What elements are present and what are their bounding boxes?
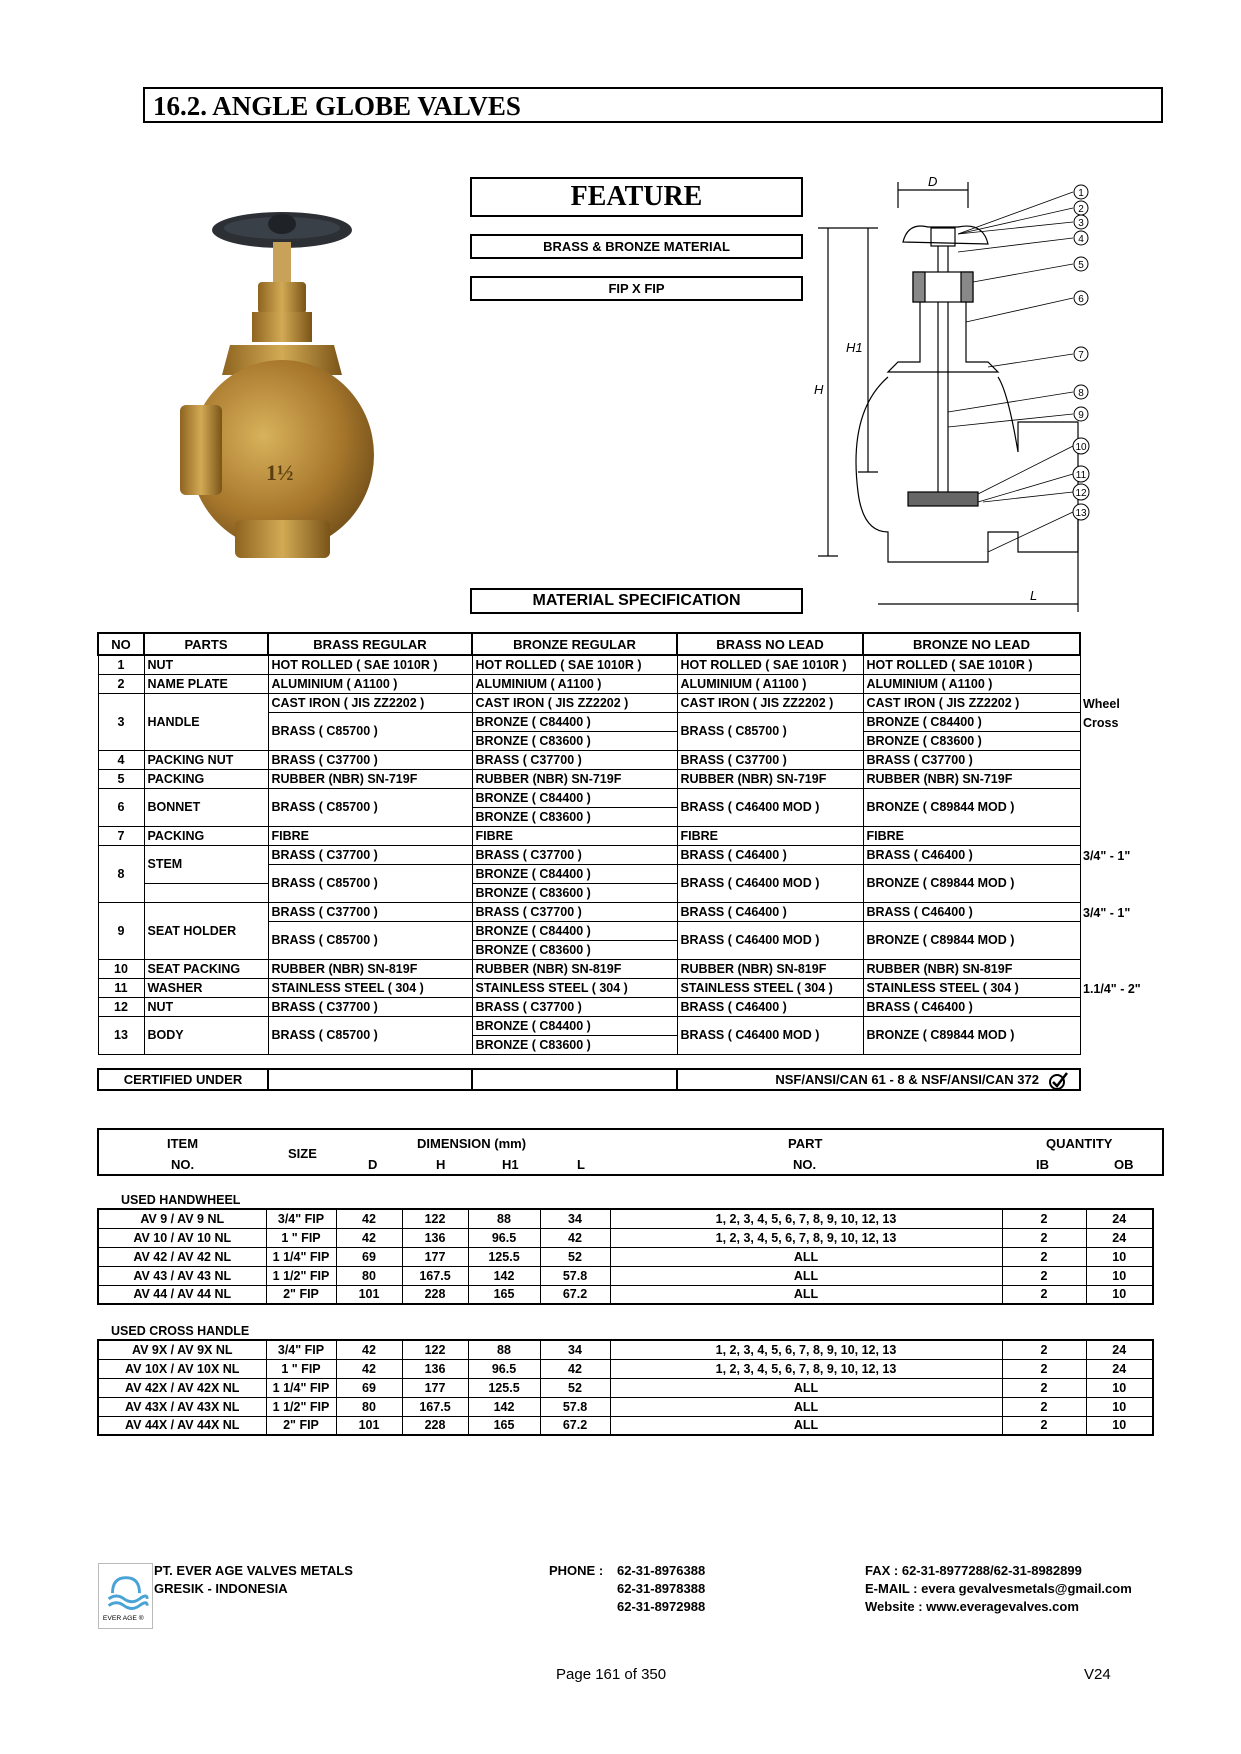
table-cell: AV 10X / AV 10X NL bbox=[98, 1359, 266, 1378]
table-cell: 1, 2, 3, 4, 5, 6, 7, 8, 9, 10, 12, 13 bbox=[610, 1340, 1002, 1359]
table-cell: 2 bbox=[1002, 1266, 1086, 1285]
table-cell: 165 bbox=[468, 1416, 540, 1435]
table-cell: 177 bbox=[402, 1247, 468, 1266]
table-row: 13 BODY BRASS ( C85700 ) BRONZE ( C84400 ) BRASS ( C46400 MOD ) BRONZE ( C89844 MOD ) bbox=[98, 1016, 1080, 1035]
handwheel-section-label: USED HANDWHEEL bbox=[121, 1193, 241, 1207]
table-cell: 125.5 bbox=[468, 1247, 540, 1266]
table-cell: 67.2 bbox=[540, 1416, 610, 1435]
table-cell: 1, 2, 3, 4, 5, 6, 7, 8, 9, 10, 12, 13 bbox=[610, 1359, 1002, 1378]
table-cell: 57.8 bbox=[540, 1266, 610, 1285]
table-cell: 34 bbox=[540, 1209, 610, 1228]
website[interactable]: Website : www.everagevalves.com bbox=[865, 1599, 1079, 1614]
table-cell: 42 bbox=[540, 1228, 610, 1247]
table-cell: ALL bbox=[610, 1285, 1002, 1304]
table-cell: AV 42 / AV 42 NL bbox=[98, 1247, 266, 1266]
callout-13: 13 bbox=[1075, 508, 1087, 519]
table-cell: 52 bbox=[540, 1378, 610, 1397]
table-cell: 1 " FIP bbox=[266, 1228, 336, 1247]
table-cell: 2 bbox=[1002, 1397, 1086, 1416]
table-cell: 2 bbox=[1002, 1247, 1086, 1266]
callout-7: 7 bbox=[1078, 350, 1084, 361]
version: V24 bbox=[1084, 1666, 1111, 1683]
table-cell: 2" FIP bbox=[266, 1285, 336, 1304]
check-icon bbox=[1047, 1071, 1069, 1091]
callout-1: 1 bbox=[1078, 188, 1084, 199]
table-cell: 167.5 bbox=[402, 1266, 468, 1285]
certified-value: NSF/ANSI/CAN 61 - 8 & NSF/ANSI/CAN 372 bbox=[775, 1072, 1039, 1087]
phone-1: 62-31-8976388 bbox=[617, 1563, 706, 1578]
feature-item-connection: FIP X FIP bbox=[470, 276, 803, 301]
phone-2: 62-31-8978388 bbox=[617, 1581, 706, 1596]
table-cell: 2 bbox=[1002, 1359, 1086, 1378]
table-cell: 10 bbox=[1086, 1247, 1153, 1266]
table-cell: 1, 2, 3, 4, 5, 6, 7, 8, 9, 10, 12, 13 bbox=[610, 1228, 1002, 1247]
company-location: GRESIK - INDONESIA bbox=[154, 1581, 288, 1596]
table-cell: 1 " FIP bbox=[266, 1359, 336, 1378]
table-cell: 24 bbox=[1086, 1359, 1153, 1378]
table-row: BRASS ( C85700 ) BRONZE ( C84400 ) BRASS ( C46400 MOD ) BRONZE ( C89844 MOD ) bbox=[98, 864, 1080, 883]
table-cell: 67.2 bbox=[540, 1285, 610, 1304]
handwheel-dimension-table bbox=[97, 1208, 1154, 1305]
table-row: BRONZE ( C83600 ) bbox=[98, 883, 1080, 902]
table-cell: 1 1/4" FIP bbox=[266, 1378, 336, 1397]
table-cell: 24 bbox=[1086, 1340, 1153, 1359]
table-row: 7 PACKING FIBRE FIBRE FIBRE FIBRE bbox=[98, 826, 1080, 845]
cross-dimension-table bbox=[97, 1339, 1154, 1436]
table-cell: 80 bbox=[336, 1266, 402, 1285]
table-cell: AV 9 / AV 9 NL bbox=[98, 1209, 266, 1228]
table-cell: 69 bbox=[336, 1247, 402, 1266]
table-cell: 3/4" FIP bbox=[266, 1340, 336, 1359]
material-spec-heading: MATERIAL SPECIFICATION bbox=[470, 588, 803, 614]
table-row bbox=[98, 1378, 1153, 1397]
table-row bbox=[98, 1228, 1153, 1247]
section-title: 16.2. ANGLE GLOBE VALVES bbox=[153, 91, 521, 121]
table-row bbox=[98, 1266, 1153, 1285]
callout-10: 10 bbox=[1075, 442, 1087, 453]
dim-label-l: L bbox=[1030, 588, 1038, 603]
certified-row bbox=[97, 1068, 1081, 1091]
table-row: BRONZE ( C83600 ) bbox=[98, 1035, 1080, 1054]
table-row bbox=[98, 1209, 1153, 1228]
table-cell: AV 44 / AV 44 NL bbox=[98, 1285, 266, 1304]
table-row bbox=[98, 1416, 1153, 1435]
table-cell: 167.5 bbox=[402, 1397, 468, 1416]
table-cell: 96.5 bbox=[468, 1228, 540, 1247]
dim-label-h1: H1 bbox=[846, 340, 863, 355]
table-cell: 52 bbox=[540, 1247, 610, 1266]
table-cell: 1 1/2" FIP bbox=[266, 1266, 336, 1285]
table-cell: 2 bbox=[1002, 1285, 1086, 1304]
table-cell: 125.5 bbox=[468, 1378, 540, 1397]
table-cell: 96.5 bbox=[468, 1359, 540, 1378]
table-cell: 80 bbox=[336, 1397, 402, 1416]
table-cell: 2 bbox=[1002, 1378, 1086, 1397]
table-cell: ALL bbox=[610, 1378, 1002, 1397]
table-row: BRONZE ( C83600 ) bbox=[98, 807, 1080, 826]
feature-heading-box bbox=[470, 177, 803, 217]
table-cell: 42 bbox=[336, 1359, 402, 1378]
certified-label: CERTIFIED UNDER bbox=[98, 1069, 268, 1090]
svg-text:EVER AGE ®: EVER AGE ® bbox=[102, 1615, 144, 1623]
table-cell: 136 bbox=[402, 1228, 468, 1247]
note-washer-size: 1.1/4" - 2" bbox=[1083, 982, 1141, 996]
table-cell: 142 bbox=[468, 1266, 540, 1285]
table-cell: 10 bbox=[1086, 1416, 1153, 1435]
feature-item-material: BRASS & BRONZE MATERIAL bbox=[470, 234, 803, 259]
note-seat-size: 3/4" - 1" bbox=[1083, 906, 1131, 920]
note-cross: Cross bbox=[1083, 716, 1119, 730]
table-cell: 10 bbox=[1086, 1266, 1153, 1285]
valve-section-drawing bbox=[808, 172, 1138, 612]
note-stem-size: 3/4" - 1" bbox=[1083, 849, 1131, 863]
page-number: Page 161 of 350 bbox=[556, 1666, 667, 1683]
table-cell: 42 bbox=[336, 1340, 402, 1359]
table-row: 11 WASHER STAINLESS STEEL ( 304 ) STAINLESS STEEL ( 304 ) STAINLESS STEEL ( 304 ) STAINLESS STEEL ( 304 ) bbox=[98, 978, 1080, 997]
callout-5: 5 bbox=[1078, 260, 1084, 271]
table-cell: ALL bbox=[610, 1397, 1002, 1416]
table-cell: ALL bbox=[610, 1416, 1002, 1435]
callout-3: 3 bbox=[1078, 218, 1084, 229]
feature-heading: FEATURE bbox=[570, 181, 703, 212]
table-cell: AV 44X / AV 44X NL bbox=[98, 1416, 266, 1435]
table-row bbox=[98, 1285, 1153, 1304]
table-cell: 2" FIP bbox=[266, 1416, 336, 1435]
table-row: BRASS ( C85700 ) BRONZE ( C84400 ) BRASS ( C46400 MOD ) BRONZE ( C89844 MOD ) bbox=[98, 921, 1080, 940]
table-row: BRONZE ( C83600 ) bbox=[98, 940, 1080, 959]
table-cell: 2 bbox=[1002, 1340, 1086, 1359]
table-row: 2 NAME PLATE ALUMINIUM ( A1100 ) ALUMINIUM ( A1100 ) ALUMINIUM ( A1100 ) ALUMINIUM ( A1100 ) bbox=[98, 674, 1080, 693]
table-cell: ALL bbox=[610, 1247, 1002, 1266]
table-cell: 69 bbox=[336, 1378, 402, 1397]
table-row: BRONZE ( C83600 ) BRONZE ( C83600 ) bbox=[98, 731, 1080, 750]
table-row: 9 SEAT HOLDER BRASS ( C37700 ) BRASS ( C37700 ) BRASS ( C46400 ) BRASS ( C46400 ) bbox=[98, 902, 1080, 921]
callout-12: 12 bbox=[1075, 488, 1087, 499]
table-cell: 122 bbox=[402, 1340, 468, 1359]
table-cell: 2 bbox=[1002, 1228, 1086, 1247]
table-row: 10 SEAT PACKING RUBBER (NBR) SN-819F RUBBER (NBR) SN-819F RUBBER (NBR) SN-819F RUBBER (NBR) SN-819F bbox=[98, 959, 1080, 978]
table-cell: AV 42X / AV 42X NL bbox=[98, 1378, 266, 1397]
table-cell: 101 bbox=[336, 1416, 402, 1435]
callout-4: 4 bbox=[1078, 234, 1084, 245]
table-cell: 88 bbox=[468, 1209, 540, 1228]
table-cell: 177 bbox=[402, 1378, 468, 1397]
table-cell: 88 bbox=[468, 1340, 540, 1359]
company-name: PT. EVER AGE VALVES METALS bbox=[154, 1563, 353, 1578]
note-wheel: Wheel bbox=[1083, 697, 1120, 711]
table-row: 12 NUT BRASS ( C37700 ) BRASS ( C37700 ) BRASS ( C46400 ) BRASS ( C46400 ) bbox=[98, 997, 1080, 1016]
table-cell: 228 bbox=[402, 1285, 468, 1304]
table-cell: AV 43X / AV 43X NL bbox=[98, 1397, 266, 1416]
table-cell: 3/4" FIP bbox=[266, 1209, 336, 1228]
table-cell: 101 bbox=[336, 1285, 402, 1304]
valve-photo bbox=[180, 200, 380, 560]
callout-8: 8 bbox=[1078, 388, 1084, 399]
table-cell: 165 bbox=[468, 1285, 540, 1304]
table-cell: 24 bbox=[1086, 1209, 1153, 1228]
dimension-table-header: ITEM NO. SIZE DIMENSION (mm) D H H1 L PART NO. QUANTITY IB OB bbox=[97, 1128, 1164, 1176]
phone-3: 62-31-8972988 bbox=[617, 1599, 706, 1614]
table-row: 5 PACKING RUBBER (NBR) SN-719F RUBBER (NBR) SN-719F RUBBER (NBR) SN-719F RUBBER (NBR) SN-719F bbox=[98, 769, 1080, 788]
table-row: 1 NUT HOT ROLLED ( SAE 1010R ) HOT ROLLED ( SAE 1010R ) HOT ROLLED ( SAE 1010R ) HOT ROLLED ( SAE 1010R ) bbox=[98, 655, 1080, 674]
table-cell: 228 bbox=[402, 1416, 468, 1435]
table-row bbox=[98, 1340, 1153, 1359]
table-cell: AV 9X / AV 9X NL bbox=[98, 1340, 266, 1359]
section-title-box bbox=[143, 87, 1163, 123]
table-cell: AV 43 / AV 43 NL bbox=[98, 1266, 266, 1285]
phone-label: PHONE : bbox=[549, 1563, 604, 1578]
table-row: BRASS ( C85700 ) BRONZE ( C84400 ) BRASS ( C85700 ) BRONZE ( C84400 ) bbox=[98, 712, 1080, 731]
table-row: 3 HANDLE CAST IRON ( JIS ZZ2202 ) CAST IRON ( JIS ZZ2202 ) CAST IRON ( JIS ZZ2202 ) CAST IRON ( JIS ZZ2202 ) bbox=[98, 693, 1080, 712]
callout-11: 11 bbox=[1075, 470, 1087, 481]
table-cell: 2 bbox=[1002, 1416, 1086, 1435]
table-row: 8 STEM BRASS ( C37700 ) BRASS ( C37700 ) BRASS ( C46400 ) BRASS ( C46400 ) bbox=[98, 845, 1080, 864]
callout-9: 9 bbox=[1078, 410, 1084, 421]
table-row bbox=[98, 1359, 1153, 1378]
table-cell: AV 10 / AV 10 NL bbox=[98, 1228, 266, 1247]
table-cell: ALL bbox=[610, 1266, 1002, 1285]
table-row: 6 BONNET BRASS ( C85700 ) BRONZE ( C84400 ) BRASS ( C46400 MOD ) BRONZE ( C89844 MOD ) bbox=[98, 788, 1080, 807]
table-cell: 10 bbox=[1086, 1378, 1153, 1397]
table-cell: 1 1/4" FIP bbox=[266, 1247, 336, 1266]
table-cell: 122 bbox=[402, 1209, 468, 1228]
dim-label-h: H bbox=[814, 382, 824, 397]
table-row bbox=[98, 1397, 1153, 1416]
table-cell: 42 bbox=[336, 1209, 402, 1228]
table-cell: 136 bbox=[402, 1359, 468, 1378]
table-row: 4 PACKING NUT BRASS ( C37700 ) BRASS ( C37700 ) BRASS ( C37700 ) BRASS ( C37700 ) bbox=[98, 750, 1080, 769]
table-cell: 1 1/2" FIP bbox=[266, 1397, 336, 1416]
table-header-row: NO PARTS BRASS REGULAR BRONZE REGULAR BRASS NO LEAD BRONZE NO LEAD bbox=[98, 633, 1080, 655]
table-cell: 2 bbox=[1002, 1209, 1086, 1228]
table-row bbox=[98, 1247, 1153, 1266]
dim-label-d: D bbox=[928, 174, 938, 189]
table-cell: 1, 2, 3, 4, 5, 6, 7, 8, 9, 10, 12, 13 bbox=[610, 1209, 1002, 1228]
valve-size-marking: 1½ bbox=[266, 460, 294, 485]
table-cell: 10 bbox=[1086, 1285, 1153, 1304]
table-cell: 34 bbox=[540, 1340, 610, 1359]
table-cell: 10 bbox=[1086, 1397, 1153, 1416]
table-cell: 24 bbox=[1086, 1228, 1153, 1247]
company-logo bbox=[98, 1563, 153, 1629]
cross-section-label: USED CROSS HANDLE bbox=[111, 1324, 250, 1338]
material-spec-table bbox=[97, 632, 1081, 1055]
fax: FAX : 62-31-8977288/62-31-8982899 bbox=[865, 1563, 1082, 1578]
email[interactable]: E-MAIL : evera gevalvesmetals@gmail.com bbox=[865, 1581, 1132, 1596]
table-cell: 142 bbox=[468, 1397, 540, 1416]
table-cell: 42 bbox=[336, 1228, 402, 1247]
callout-6: 6 bbox=[1078, 294, 1084, 305]
callout-2: 2 bbox=[1078, 204, 1084, 215]
table-cell: 42 bbox=[540, 1359, 610, 1378]
table-cell: 57.8 bbox=[540, 1397, 610, 1416]
